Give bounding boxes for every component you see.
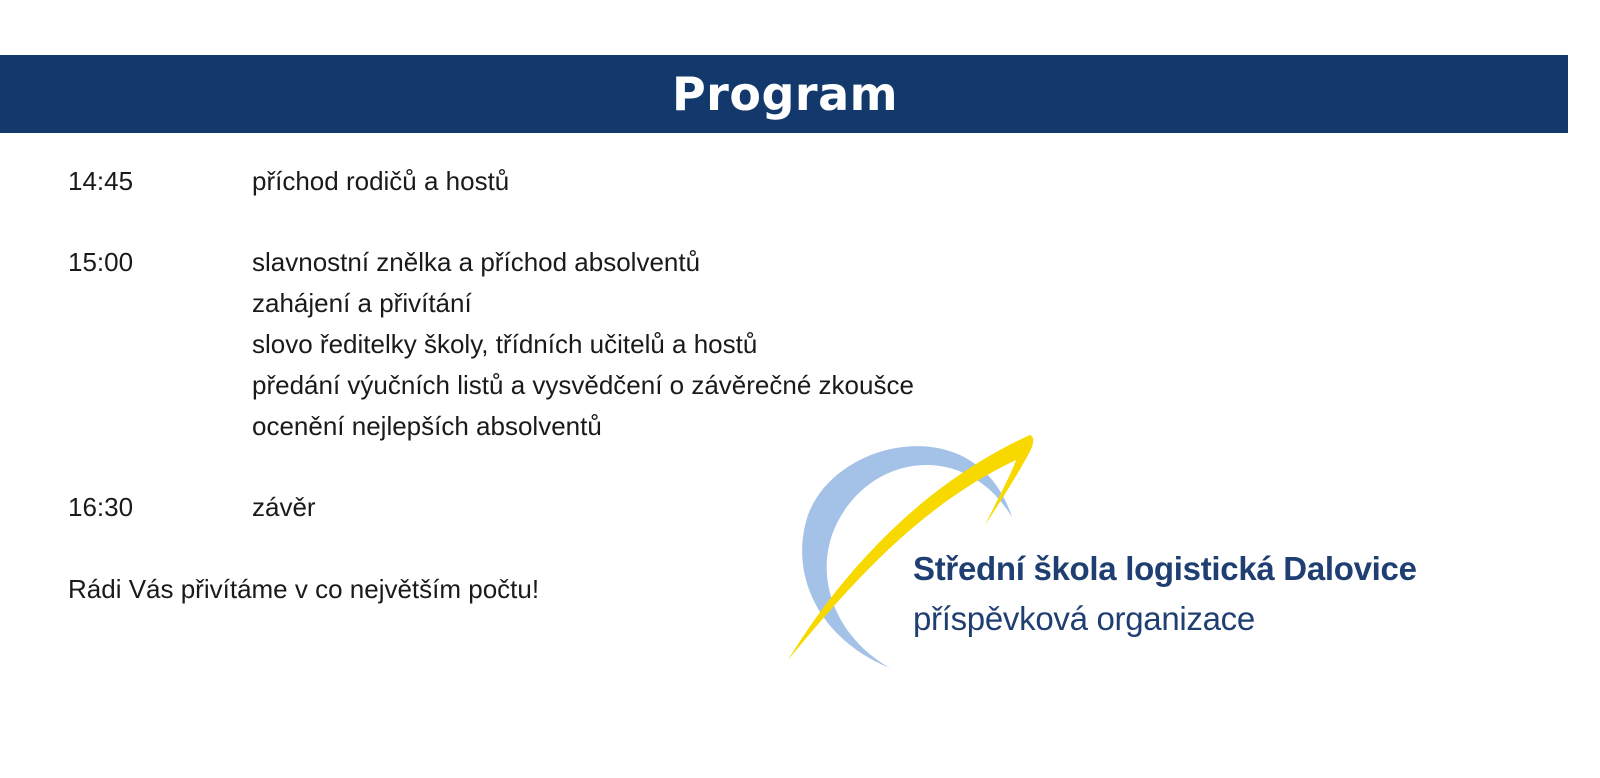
schedule-item: slovo ředitelky školy, třídních učitelů a hostů: [252, 329, 758, 359]
schedule-item: zahájení a přivítání: [252, 288, 472, 318]
logo-school-name: Střední škola logistická Dalovice: [913, 550, 1417, 587]
schedule-time: 16:30: [68, 492, 134, 522]
logo-subtitle: příspěvková organizace: [913, 600, 1255, 637]
schedule-item: příchod rodičů a hostů: [252, 166, 510, 196]
schedule-item: závěr: [252, 492, 316, 522]
header-band: [0, 55, 1568, 133]
schedule-item: slavnostní znělka a příchod absolventů: [252, 247, 701, 277]
closing-text: Rádi Vás přivítáme v co největším počtu!: [68, 574, 540, 604]
page-title: Program: [671, 67, 899, 121]
schedule-item: předání výučních listů a vysvědčení o závěrečné zkoušce: [252, 370, 914, 400]
schedule-time: 14:45: [68, 166, 134, 196]
schedule-time: 15:00: [68, 247, 134, 277]
schedule-item: ocenění nejlepších absolventů: [252, 411, 602, 441]
